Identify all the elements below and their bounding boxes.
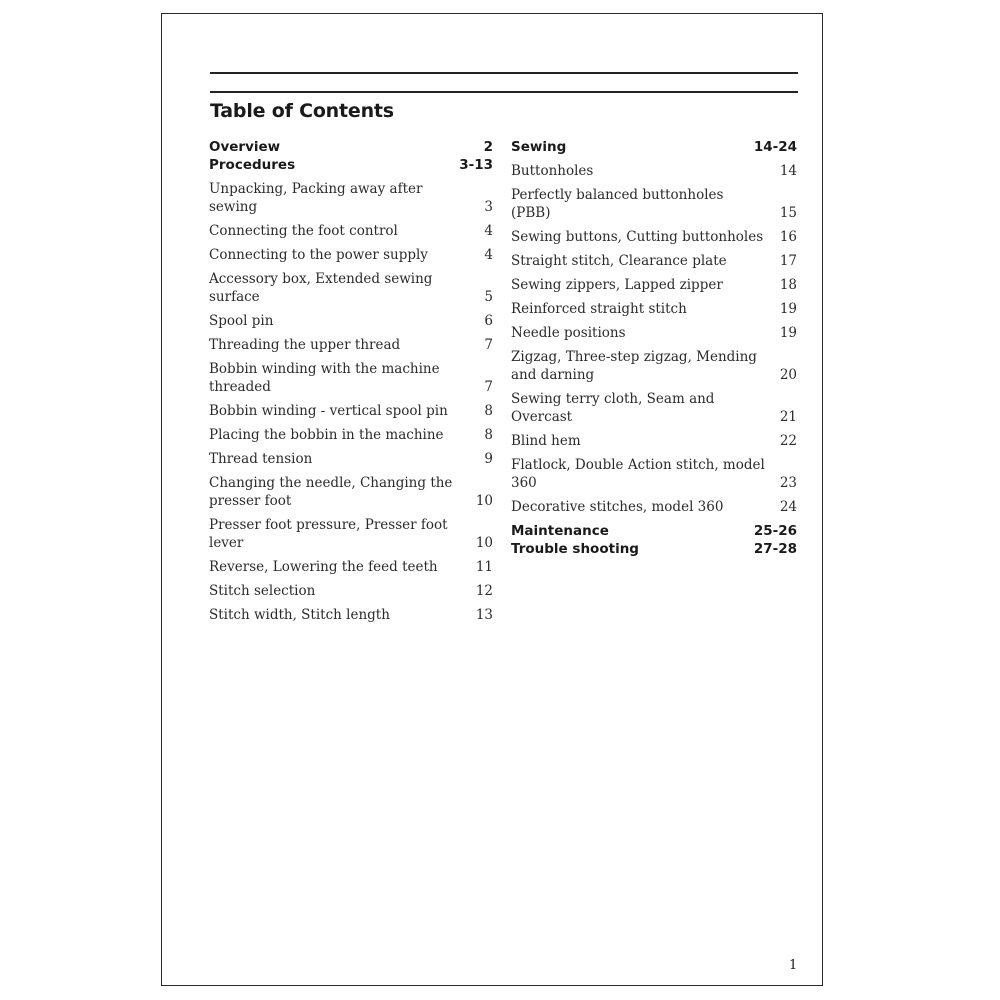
toc-entry [209,582,493,600]
toc-entry-page: 3 [484,199,493,215]
toc-entry-page: 8 [484,427,493,443]
toc-entry-label: Changing the needle, Changing the presser foot [209,475,453,509]
toc-entry [209,426,493,444]
toc-entry-page: 5 [484,289,493,305]
toc-entry-label: Sewing [511,139,567,155]
toc-entry-page: 7 [484,337,493,353]
toc-entry-page: 10 [475,493,493,509]
toc-entry [511,498,797,516]
toc-entry [209,156,493,174]
toc-entry-page: 13 [475,607,493,623]
toc-entry-label: Sewing buttons, Cutting buttonholes [511,229,764,245]
toc-entry-page: 15 [779,205,797,221]
toc-entry-label: Presser foot pressure, Presser foot lever [209,517,448,551]
toc-entry [209,138,493,156]
toc-entry [209,246,493,264]
toc-entry-label: Trouble shooting [511,541,639,557]
toc-entry-label: Unpacking, Packing away after sewing [209,181,423,215]
toc-entry-page: 19 [779,325,797,341]
toc-entry-label: Bobbin winding - vertical spool pin [209,403,448,419]
toc-entry-label: Stitch width, Stitch length [209,607,390,623]
toc-left-column [209,138,493,624]
toc-entry-page: 6 [484,313,493,329]
toc-entry [209,270,493,306]
toc-entry-page: 21 [779,409,797,425]
toc-entry-label: Perfectly balanced buttonholes (PBB) [511,187,724,221]
toc-entry [209,312,493,330]
toc-entry-label: Needle positions [511,325,626,341]
toc-entry [511,390,797,426]
toc-entry-page: 18 [779,277,797,293]
toc-entry [209,474,493,510]
toc-entry [511,252,797,270]
toc-entry [209,516,493,552]
toc-entry-label: Connecting to the power supply [209,247,428,263]
toc-entry-page: 25-26 [753,523,797,539]
toc-entry-label: Decorative stitches, model 360 [511,499,724,515]
toc-entry-page: 9 [484,451,493,467]
toc-entry-label: Sewing terry cloth, Seam and Overcast [511,391,715,425]
page-number: 1 [789,958,798,973]
toc-entry [209,450,493,468]
toc-entry [511,540,797,558]
toc-entry [209,558,493,576]
toc-entry [209,180,493,216]
toc-entry [511,300,797,318]
toc-entry [511,276,797,294]
toc-entry [209,402,493,420]
toc-entry [209,336,493,354]
toc-entry-label: Threading the upper thread [209,337,401,353]
toc-entry-page: 12 [475,583,493,599]
page-title: Table of Contents [210,100,394,122]
toc-entry-page: 4 [484,247,493,263]
document-page [161,13,823,986]
toc-right-column [511,138,797,558]
toc-entry [511,186,797,222]
toc-entry-label: Placing the bobbin in the machine [209,427,444,443]
toc-entry-page: 8 [484,403,493,419]
header-rule-top [210,72,798,74]
toc-entry-page: 17 [779,253,797,269]
toc-entry-label: Connecting the foot control [209,223,398,239]
toc-entry-page: 24 [779,499,797,515]
toc-entry-page: 14-24 [753,139,797,155]
toc-entry-page: 19 [779,301,797,317]
toc-entry [511,162,797,180]
toc-entry [511,522,797,540]
toc-entry-label: Procedures [209,157,296,173]
toc-entry-page: 4 [484,223,493,239]
toc-entry-page: 20 [779,367,797,383]
toc-entry [209,606,493,624]
toc-entry [209,360,493,396]
toc-entry-label: Thread tension [209,451,313,467]
header-rule-bottom [210,91,798,93]
toc-entry-page: 27-28 [753,541,797,557]
toc-entry-label: Bobbin winding with the machine threaded [209,361,440,395]
toc-entry-page: 10 [475,535,493,551]
toc-entry-label: Reverse, Lowering the feed teeth [209,559,438,575]
toc-entry-label: Accessory box, Extended sewing surface [209,271,433,305]
toc-entry-label: Spool pin [209,313,274,329]
toc-entry-page: 16 [779,229,797,245]
toc-entry-page: 23 [779,475,797,491]
toc-entry [511,432,797,450]
toc-entry-label: Flatlock, Double Action stitch, model 360 [511,457,765,491]
toc-entry-label: Straight stitch, Clearance plate [511,253,727,269]
toc-entry-label: Sewing zippers, Lapped zipper [511,277,723,293]
toc-entry-page: 22 [779,433,797,449]
toc-entry-label: Maintenance [511,523,609,539]
toc-entry-page: 11 [475,559,493,575]
toc-entry [511,138,797,156]
toc-entry-label: Blind hem [511,433,581,449]
toc-entry-page: 3-13 [459,157,493,173]
toc-entry [511,456,797,492]
toc-entry-page: 7 [484,379,493,395]
toc-entry-label: Reinforced straight stitch [511,301,687,317]
toc-entry-page: 2 [483,139,493,155]
toc-entry [511,324,797,342]
toc-entry-page: 14 [779,163,797,179]
toc-entry-label: Stitch selection [209,583,316,599]
toc-entry [511,348,797,384]
toc-entry-label: Overview [209,139,281,155]
toc-entry [511,228,797,246]
toc-entry-label: Buttonholes [511,163,594,179]
toc-entry [209,222,493,240]
toc-entry-label: Zigzag, Three-step zigzag, Mending and darning [511,349,757,383]
